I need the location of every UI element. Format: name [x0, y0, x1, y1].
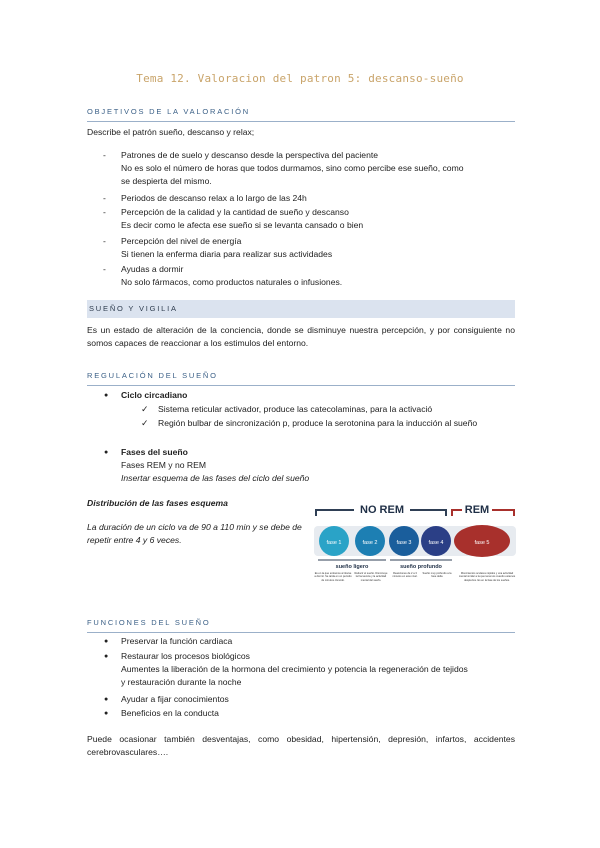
- list-item-line: Patrones de de suelo y descanso desde la perspectiva del paciente: [121, 150, 379, 160]
- dash-marker: -: [103, 150, 106, 160]
- list-item-line: Ayudar a fijar conocimientos: [121, 694, 229, 704]
- phase-1-note-text: Es en la que entramos al tirarse a dormir. Se tarda en un período de minutos cómodo.: [314, 572, 352, 582]
- section-heading-funciones: [87, 615, 515, 633]
- list-item-line: Restaurar los procesos biológicos: [121, 651, 250, 661]
- phase-3-label: fase 3: [396, 540, 412, 546]
- list-item-line: Ayudas a dormir: [121, 264, 184, 274]
- dash-marker: -: [103, 236, 106, 246]
- phase-3-note-text: Reacciones de 2 a 3 minutos en este nivel.: [392, 572, 418, 579]
- dash-marker: -: [103, 193, 106, 203]
- dash-marker: -: [103, 207, 106, 217]
- phase-5-note: [458, 572, 516, 602]
- list-item-line: Fases REM y no REM: [121, 460, 207, 471]
- deep-sleep-label: sueño profundo: [400, 564, 442, 570]
- bullet-marker: ●: [104, 710, 109, 717]
- section-heading-regulacion: [87, 368, 515, 386]
- list-item-line: Insertar esquema de las fases del ciclo del sueño: [121, 473, 310, 484]
- section-heading-label: OBJETIVOS DE LA VALORACIÓN: [87, 107, 250, 116]
- list-item-line: y restauración durante la noche: [121, 677, 242, 688]
- light-sleep-label: sueño ligero: [335, 564, 369, 570]
- list-item-line: Si tienen la enferma diaria para realizar sus actividades: [121, 249, 333, 260]
- distribucion-title-text: Distribución de las fases esquema: [87, 498, 228, 508]
- checkmark-icon: ✓: [141, 404, 149, 414]
- list-item-line: Percepción del nivel de energía: [121, 236, 242, 246]
- ciclo-circadiano-label: Ciclo circadiano: [121, 390, 188, 400]
- list-item-line: No es solo el número de horas que todos durmamos, sino como percibe ese sueño, como: [121, 163, 464, 174]
- list-item-line: Percepción de la calidad y la cantidad de sueño y descanso: [121, 207, 349, 217]
- rem-label: REM: [464, 504, 490, 516]
- list-item-line: Beneficios en la conducta: [121, 708, 219, 718]
- list-item-line: Preservar la función cardiaca: [121, 636, 233, 646]
- sleep-phases-diagram: [312, 498, 522, 602]
- distribucion-text: [87, 521, 305, 547]
- phase-4-note-text: Sueño muy profundo a la fase delta: [422, 572, 452, 579]
- checkmark-icon: ✓: [141, 418, 149, 428]
- section-heading-label: FUNCIONES DEL SUEÑO: [87, 618, 211, 627]
- bullet-marker: ●: [104, 638, 109, 645]
- section-heading-label: REGULACIÓN DEL SUEÑO: [87, 371, 218, 380]
- phase-2-note-text: Reducir el sueño. Disminuye la frecuencia y la actividad mental del sueño.: [354, 572, 388, 582]
- dash-marker: -: [103, 264, 106, 274]
- funciones-paragraph: Puede ocasionar también desventajas, como obesidad, hipertensión, depresión, infartos, accidentes cerebrovasculares….: [87, 734, 515, 758]
- list-item-line: Aumentes la liberación de la hormona del crecimiento y potencia la regeneración de tejidos: [121, 664, 468, 675]
- objetivos-intro: Describe el patrón sueño, descanso y relax;: [87, 127, 255, 137]
- list-item-line: Es decir como le afecta ese sueño si se levanta cansado o bien: [121, 220, 364, 231]
- section-heading-objetivos: [87, 104, 515, 122]
- bullet-marker: ●: [104, 392, 109, 399]
- section-heading-sueno-vigilia: [87, 300, 515, 318]
- section-heading-label: SUEÑO Y VIGILIA: [89, 304, 178, 313]
- phase-2-label: fase 2: [362, 540, 378, 546]
- bullet-marker: ●: [104, 653, 109, 660]
- phase-4-note: [422, 572, 452, 602]
- phase-1-note: [314, 572, 352, 602]
- list-item-line: Región bulbar de sincronización p, produce la serotonina para la inducción al sueño: [158, 418, 478, 428]
- sueno-vigilia-paragraph: Es un estado de alteración de la conciencia, donde se disminuye nuestra percepción, y por consiguiente no somos capaces de reaccionar a los estimulos del entorno.: [87, 325, 515, 349]
- phase-2-note: [354, 572, 388, 602]
- bullet-marker: ●: [104, 449, 109, 456]
- phase-1-label: fase 1: [326, 540, 342, 546]
- distribucion-title: [87, 497, 228, 510]
- page-title: Tema 12. Valoracion del patron 5: descanso-sueño: [136, 72, 464, 85]
- phase-5-label: fase 5: [474, 540, 490, 546]
- norem-label: NO REM: [360, 504, 404, 516]
- list-item-line: No solo fármacos, como productos naturales o infusiones.: [121, 277, 343, 288]
- phase-5-note-text: Movimientos oculares rápidos y una actividad mental similar a la que tenemos cuando estamos despiertos. Es en la fase de los sueños.: [458, 572, 516, 582]
- distribucion-text-body: La duración de un ciclo va de 90 a 110 min y se debe de repetir entre 4 y 6 veces.: [87, 522, 302, 546]
- phase-4-label: fase 4: [428, 540, 444, 546]
- bullet-marker: ●: [104, 696, 109, 703]
- list-item-line: Periodos de descanso relax a lo largo de las 24h: [121, 193, 307, 203]
- list-item-line: se despierta del mismo.: [121, 176, 212, 187]
- fases-sueno-label: Fases del sueño: [121, 447, 188, 457]
- list-item-line: Sistema reticular activador, produce las catecolaminas, para la activació: [158, 404, 433, 414]
- phase-3-note: [390, 572, 420, 602]
